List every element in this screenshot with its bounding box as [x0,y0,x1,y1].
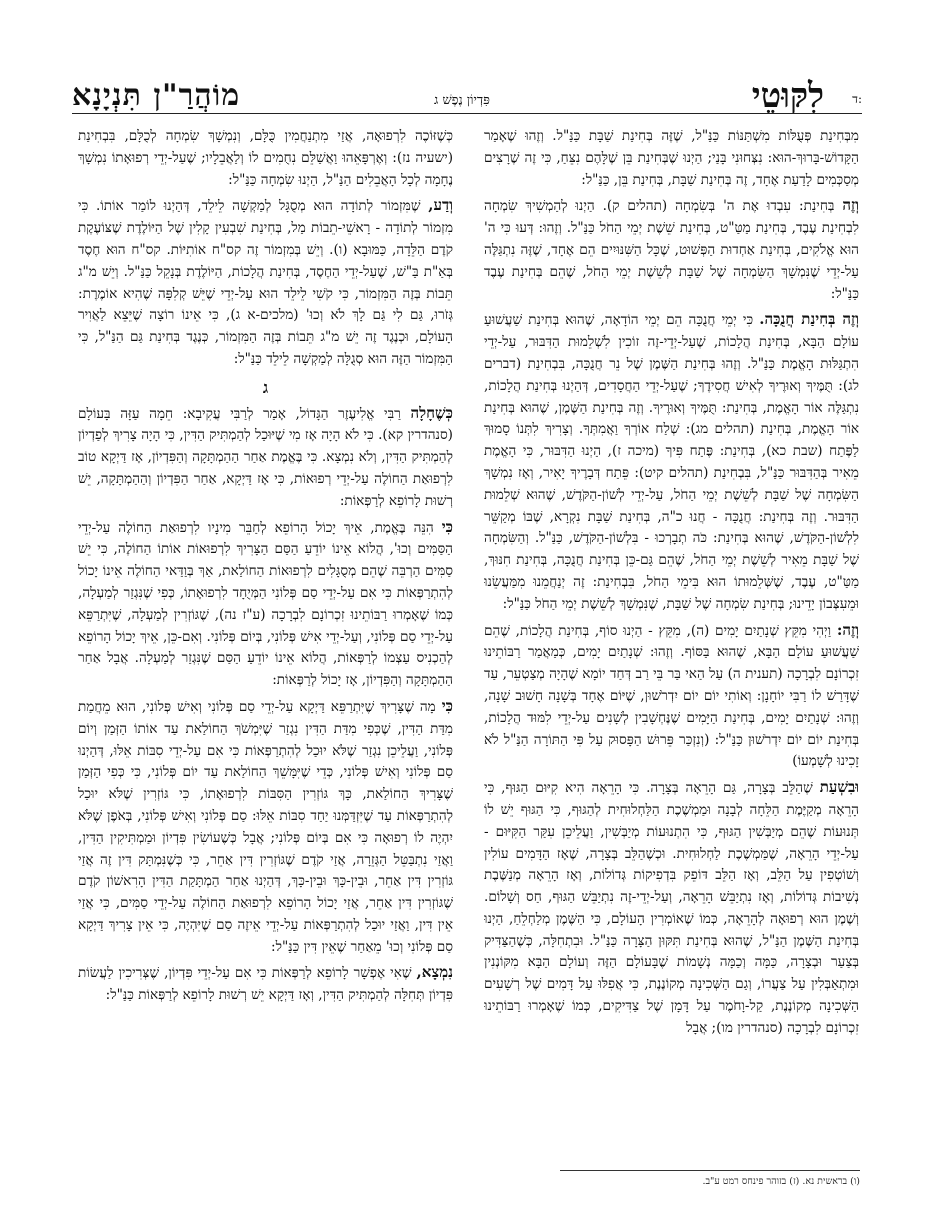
paragraph [484,126,859,191]
paragraph [484,777,859,1040]
paragraph [484,620,859,774]
book-title-left: מוֹהֲרַ"ן תִּנְיָנָא [72,78,241,113]
paragraph-text: שֶׁאִי אֶפְשָׁר לָרוֹפֵא לְרַפְּאוֹת כִּי אִם עַל-יְדֵי פִּדְיוֹן, שֶׁצְּרִיכִין לַעֲשׂוֹת פִּדְיוֹן תְּחִלָּה לְהַמְתִּיק הַדִּין, וְאָז דַּיְקָא יֵשׁ רְשׁוּת לָרוֹפֵא לְרַפְּאוֹת כַּנַּ"ל: [78,965,453,1004]
paragraph-lead-word: כִּי [441,696,453,715]
paragraph-text: וַיְהִי מִקֵּץ שְׁנָתַיִם יָמִים (ה), מִקֵּץ - הַיְנוּ סוֹף, בְּחִינַת הֲלָכוֹת, שֶׁהֵם שַׁעֲשׁוּעַ עוֹלָם הַבָּא, שֶׁהוּא בַּסּוֹף. וְזֶהוּ: שְׁנָתַיִם יָמִים, כְּמַאֲמַר רַבּוֹתֵינוּ זִכְרוֹנָם לִבְרָכָה (תענית ה) עַל הַאי בַּר בֵּי רַב דְּחַד יוֹמָא שֶׁהָיָה מְצַטְעֵר, עַד שֶׁדָּרַשׁ לוֹ רַבִּי יוֹחָנָן: וְאוֹתִי יוֹם יוֹם יִדְרֹשׁוּן, שֶׁיּוֹם אֶחָד בְּשָׁנָה חָשׁוּב שָׁנָה, וְזֶהוּ: שְׁנָתַיִם יָמִים, בְּחִינַת הַיָּמִים שֶׁנֶּחְשָׁבִין לְשָׁנִים עַל-יְדֵי לִמּוּד הֲלָכוֹת, בְּחִינַת יוֹם יוֹם יִדְרֹשׁוּן כַּנַּ"ל: (וְנִזְכַּר פֵּרוּשׁ הַפָּסוּק עַל פִּי הַתּוֹרָה הַנַּ"ל לֹא זָכִינוּ לְשָׁמְעוֹ) [484,622,859,770]
paragraph [78,962,453,1007]
paragraph-lead-word: וְזֶה: [836,620,859,639]
paragraph-text: מִבְּחִינַת פְּעֻלּוֹת מִשְׁתַּנּוֹת כַּנַּ"ל, שֶׁזֶּה בְּחִינַת שַׁבָּת כַּנַּ"ל. וְזֶהוּ שֶׁאָמַר הַקָּדוֹשׁ-בָּרוּךְ-הוּא: נִצְּחוּנִי בָּנַי; הַיְנוּ שֶׁבְּחִינַת בֵּן שֶׁלָּהֶם נִצֵּחַ, כִּי זֶה שֶׁרָצִים מְסַכְּמִים לָדַעַת אֶחָד, זֶה בְּחִינַת שַׁבָּת, בְּחִינַת בֵּן, כַּנַּ"ל: [484,128,859,188]
paragraph [78,195,453,370]
section-number: ג [262,377,269,397]
page-number: ד: [852,92,862,106]
paragraph-lead-word: וְזֶה בְּחִינַת חֲנֻכָּה. [759,310,859,329]
footnote-rule [560,1170,860,1171]
paragraph-lead-word: וְדַע, [428,196,453,215]
paragraph-text: כְּשֶׁזּוֹכֶה לִרְפוּאָה, אֲזַי מִתְנַחֲמִין כֻּלָּם, וְנִמְשָׁךְ שִׂמְחָה לְכֻלָּם, בִּבְחִינַת (ישעיה נז): וְאֶרְפָּאֵהוּ וַאֲשַׁלֵּם נִחֻמִים לוֹ וְלַאֲבֵלָיו; שֶׁעַל-יְדֵי רְפוּאָתוֹ נִמְשָׁךְ נֶחָמָה לְכָל הָאֲבֵלִים הַנַּ"ל, הַיְנוּ שִׂמְחָה כַּנַּ"ל: [78,128,453,188]
paragraph [78,126,453,191]
paragraph [78,696,453,959]
paragraph [78,403,453,513]
right-column [484,126,859,1176]
header-rule [72,113,862,114]
paragraph [78,517,453,692]
section-title: פִּדְיוֹן נֶפֶשׁ ג [434,93,490,108]
paragraph-text: כִּי יְמֵי חֲנֻכָּה הֵם יְמֵי הוֹדָאָה, שֶׁהוּא בְּחִינַת שַׁעֲשׁוּעַ עוֹלָם הַבָּא, בְּחִינַת הֲלָכוֹת, שֶׁעַל-יְדֵי-זֶה זוֹכִין לִשְׁלֵמוּת הַדִּבּוּר, עַל-יְדֵי הִתְגַּלּוּת הָאֱמֶת כַּנַּ"ל. וְזֶהוּ בְּחִינַת הַשֶּׁמֶן שֶׁל נֵר חֲנֻכָּה, בִּבְחִינַת (דברים לג): תֻּמֶּיךָ וְאוּרֶיךָ לְאִישׁ חֲסִידֶךָ; שֶׁעַל-יְדֵי הַחֲסָדִים, דְּהַיְנוּ בְּחִינַת הֲלָכוֹת, נִתְגַּלֶּה אוֹר הָאֱמֶת, בְּחִינַת: תֻּמֶּיךָ וְאוּרֶיךָ. וְזֶה בְּחִינַת הַשֶּׁמֶן, שֶׁהוּא בְּחִינַת אוֹר הָאֱמֶת, בְּחִינַת (תהלים מג): שְׁלַח אוֹרְךָ וַאֲמִתְּךָ. וְצָרִיךְ לִתְּנוֹ סָמוּךְ לַפֶּתַח (שבת כא), בְּחִינַת: פֶּתַח פִּיךָ (מיכה ז), הַיְנוּ הַדִּבּוּר, כִּי הָאֱמֶת מֵאִיר בְּהַדִּבּוּר כַּנַּ"ל, בִּבְחִינַת (תהלים קיט): פֵּתַח דְּבָרֶיךָ יָאִיר, וְאָז נִמְשָׁךְ הַשִּׂמְחָה שֶׁל שַׁבָּת לְשֵׁשֶׁת יְמֵי הַחֹל, עַל-יְדֵי לְשׁוֹן-הַקֹּדֶשׁ, שֶׁהוּא שְׁלֵמוּת הַדִּבּוּר. וְזֶה בְּחִינַת: חֲנֻכָּה - חֲנוּ כ"ה, בְּחִינַת שַׁבָּת נִקְרָא, שֶׁבּוֹ מְקַשֵּׁר לִלְשׁוֹן-הַקֹּדֶשׁ, שֶׁהוּא בְּחִינַת: כֹּה תְבָרְכוּ - בִּלְשׁוֹן-הַקֹּדֶשׁ, כַּנַּ"ל. וְהַשִּׂמְחָה שֶׁל שַׁבָּת מֵאִיר לְשֵׁשֶׁת יְמֵי הַחֹל, שֶׁהֵם גַּם-כֵּן בְּחִינַת חֲנֻכָּה, בְּחִינַת חִנּוּךְ, מַטַּ"ט, עֶבֶד, שֶׁשְּׁלֵמוּתוֹ הוּא בִּימֵי הַחֹל, בִּבְחִינַת: זֶה יְנַחֲמֵנוּ מִמַּעֲשֵׂנוּ וּמֵעִצְּבוֹן יָדֵינוּ; בְּחִינַת שִׂמְחָה שֶׁל שַׁבָּת, שֶׁנִּמְשָׁךְ לְשֵׁשֶׁת יְמֵי הַחֹל כַּנַּ"ל: [484,312,859,612]
paragraph [484,309,859,615]
paragraph-text: שֶׁמִּזְמוֹר לְתוֹדָה הוּא מְסֻגָּל לְמַקְשָׁה לֵילֵד, דְּהַיְנוּ לוֹמַר אוֹתוֹ. כִּי מִזְמוֹר לְתוֹדָה - רָאשֵׁי-תֵבוֹת מַל, בְּחִינַת שִׁבְעִין קָלִין שֶׁל הַיּוֹלֶדֶת שֶׁצּוֹעֶקֶת קֹדֶם הַלֵּדָה, כַּמּוּבָא (ו). וְיֵשׁ בְּמִזְמוֹר זֶה קס"ח אוֹתִיּוֹת. קס"ח הוּא חֶסֶד בְּאַ"ת בַּ"שׁ, שֶׁעַל-יְדֵי הַחֶסֶד, בְּחִינַת הֲלָכוֹת, הַיּוֹלֶדֶת בְּנָקֵל כַּנַּ"ל. וְיֵשׁ מ"ג תֵּבוֹת בְּזֶה הַמִּזְמוֹר, כִּי קֹשִׁי לֵילֵד הוּא עַל-יְדֵי שֶׁיֵּשׁ קְלִפָּה שֶׁהִיא אוֹמֶרֶת: גְּזֹרוּ, גַּם לִי גַּם לָךְ לֹא וְכוּ' (מלכים-א ג), כִּי אֵינוֹ רוֹצָה שֶׁיֵּצֵא לַאֲוִיר הָעוֹלָם, וּכְנֶגֶד זֶה יֵשׁ מ"ג תֵּבוֹת בְּזֶה הַמִּזְמוֹר, כְּנֶגֶד בְּחִינַת גַּם הַנַּ"ל, כִּי הַמִּזְמוֹר הַזֶּה הוּא סְגֻלָּה לְמַקְשָׁה לֵילֵד כַּנַּ"ל: [78,198,453,367]
paragraph-text: בְּחִינַת: עִבְדוּ אֶת ה' בְּשִׂמְחָה (תהלים ק). הַיְנוּ לְהַמְשִׁיךְ שִׂמְחָה לִבְחִינַת עֶבֶד, בְּחִינַת מַטַּ"ט, בְּחִינַת שֵׁשֶׁת יְמֵי הַחֹל כַּנַּ"ל. וְזֶהוּ: דְּעוּ כִּי ה' הוּא אֱלֹקִים, בְּחִינַת אַחְדוּת הַפְּשׁוּט, שֶׁכָּל הַשִּׁנּוּיִים הֵם אֶחָד, שֶׁזֶּה נִתְגַּלֶּה עַל-יְדֵי שֶׁנִּמְשָׁךְ הַשִּׂמְחָה שֶׁל שַׁבָּת לְשֵׁשֶׁת יְמֵי הַחֹל, שֶׁהֵם בְּחִינַת עֶבֶד כַּנַּ"ל: [484,198,859,302]
paragraph-text: שֶׁהַלֵּב בְּצָרָה, גַּם הָרֵאָה בְּצָרָה. כִּי הָרֵאָה הִיא קִיּוּם הַגּוּף, כִּי הָרֵאָה מְקַיֶּמֶת הַלֵּחָה לְבָנָה וּמַמְשֶׁכֶת הַלַּחְלוּחִית לְהַגּוּף, כִּי הַגּוּף יֵשׁ לוֹ תְּנוּעוֹת שֶׁהֵם מְיַבְּשִׁין הַגּוּף, כִּי הִתְנוּעוֹת מְיַבְּשִׁין, וַעֲלֵיכֵן עִקַּר הַקִּיּוּם - עַל-יְדֵי הָרֵאָה, שֶׁמַּמְשֶׁכֶת לַחְלוּחִית. וּכְשֶׁהַלֵּב בְּצָרָה, שֶׁאָז הַדָּמִים עוֹלִין וְשׁוֹטְפִין עַל הַלֵּב, וְאָז הַלֵּב דּוֹפֵק בִּדְפִיקוֹת גְּדוֹלוֹת, וְאָז הָרֵאָה מְנַשֶּׁבֶת נְשִׁיבוֹת גְּדוֹלוֹת, וְאָז נִתְיַבֵּשׁ הָרֵאָה, וְעַל-יְדֵי-זֶה נִתְיַבֵּשׁ הַגּוּף, חַס וְשָׁלוֹם. וְשֶׁמֶן הוּא רְפוּאָה לְהָרֵאָה, כְּמוֹ שֶׁאוֹמְרִין הָעוֹלָם, כִּי הַשֶּׁמֶן מְלַחְלֵחַ, הַיְנוּ בְּחִינַת הַשֶּׁמֶן הַנַּ"ל, שֶׁהוּא בְּחִינַת תִּקּוּן הַצָּרָה כַּנַּ"ל. וּבִתְחִלָּה, כְּשֶׁהַצַּדִּיק בְּצַעַר וּבְצָרָה, כַּמָּה וְכַמָּה נְשָׁמוֹת שֶׁבָּעוֹלָם הַזֶּה וְעוֹלָם הַבָּא מִקּוֹנְנִין וּמִתְאַבְּלִין עַל צַעֲרוֹ, וְגַם הַשְּׁכִינָה מְקוֹנֶנֶת, כִּי אֲפִלּוּ עַל דָּמִים שֶׁל רְשָׁעִים הַשְּׁכִינָה מְקוֹנֶנֶת, קַל-וָחֹמֶר עַל דָּמָן שֶׁל צַדִּיקִים, כְּמוֹ שֶׁאָמְרוּ רַבּוֹתֵינוּ זִכְרוֹנָם לִבְרָכָה (סנהדרין מו); אֲבָל [484,780,859,1036]
footnote: (ו) בראשית נא. (ז) בזוהר פינחס רמט ע"ב. [702,1176,860,1187]
paragraph-text: מָה שֶׁצָּרִיךְ שֶׁיִּתְרַפֵּא דַּיְקָא עַל-יְדֵי סַם פְּלוֹנִי וְאִישׁ פְּלוֹנִי, הוּא מֵחֲמַת מִדַּת הַדִּין, שֶׁכְּפִי מִדַּת הַדִּין נִגְזַר שֶׁיִּמְשֹׁךְ הַחוֹלַאת עַד אוֹתוֹ הַזְּמַן וְיוֹם פְּלוֹנִי, וַעֲלֵיכֵן נִגְזַר שֶׁלֹּא יוּכַל לְהִתְרַפְּאוֹת כִּי אִם עַל-יְדֵי סִבּוֹת אֵלּוּ, דְּהַיְנוּ סַם פְּלוֹנִי וְאִישׁ פְּלוֹנִי, כְּדֵי שֶׁיִּמָּשֵׁךְ הַחוֹלַאת עַד יוֹם פְּלוֹנִי, כִּי כְּפִי הַזְּמַן שֶׁצָּרִיךְ הַחוֹלַאת, כָּךְ גּוֹזְרִין הַסִּבּוֹת לִרְפוּאָתוֹ, כִּי גּוֹזְרִין שֶׁלֹּא יוּכַל לְהִתְרַפְּאוֹת עַד שֶׁיִּזְדַּמְּנוּ יַחַד סִבּוֹת אֵלּוּ: סַם פְּלוֹנִי וְאִישׁ פְּלוֹנִי, בְּאֹפֶן שֶׁלֹּא יִהְיֶה לוֹ רְפוּאָה כִּי אִם בְּיוֹם פְּלוֹנִי; אֲבָל כְּשֶׁעוֹשִׂין פִּדְיוֹן וּמַמְתִּיקִין הַדִּין, וַאֲזַי נִתְבַּטֵּל הַגְּזֵרָה, אֲזַי קֹדֶם שֶׁגּוֹזְרִין דִּין אַחֵר, כִּי כְּשֶׁנִּמְתָּק דִּין זֶה אֲזַי גּוֹזְרִין דִּין אַחֵר, וּבֵין-כָּךְ וּבֵין-כָּךְ, דְּהַיְנוּ אַחַר הַמְתָּקַת הַדִּין הָרִאשׁוֹן קֹדֶם שֶׁגּוֹזְרִין דִּין אַחֵר, אֲזַי יָכוֹל הָרוֹפֵא לִרְפוּאַת הַחוֹלֶה עַל-יְדֵי סַמִּים, כִּי אֲזַי אֵין דִּין, וַאֲזַי יוּכַל לְהִתְרַפְּאוֹת עַל-יְדֵי אֵיזֶה סַם שֶׁיִּהְיֶה, כִּי אֵין צָרִיךְ דַּיְקָא סַם פְּלוֹנִי וְכוּ' מֵאַחַר שֶׁאֵין דִּין כַּנַּ"ל: [78,698,453,955]
book-title-right: לִקּוּטֵי [751,76,824,116]
paragraph-lead-word: כִּי [441,517,453,536]
paragraph-lead-word: נִמְצָא, [416,963,453,982]
left-column [78,126,453,1176]
paragraph-lead-word: וּבִשְׁעַת [819,778,859,797]
paragraph-lead-word: כְּשֶׁחָלָה [410,403,453,422]
paragraph-lead-word: וְזֶה [842,196,859,215]
paragraph-text: רַבִּי אֱלִיעֶזֶר הַגָּדוֹל, אָמַר לְרַבִּי עֲקִיבָא: חֵמָה עַזָּה בָּעוֹלָם (סנהדרין קא). כִּי לֹא הָיָה אָז מִי שֶׁיּוּכַל לְהַמְתִּיק הַדִּין, כִּי הָיָה צָרִיךְ לְפַדְיוֹן לְהַמְתִּיק הַדִּין, וְלֹא נִמְצָא. כִּי בֶּאֱמֶת אַחַר הַהַמְתָּקָה וְהַפִּדְיוֹן, אָז דַּיְקָא טוֹב לִרְפוּאַת הַחוֹלֶה עַל-יְדֵי רְפוּאוֹת, כִּי אָז דַּיְקָא, אַחַר הַפִּדְיוֹן וְהַהַמְתָּקָה, יֵשׁ רְשׁוּת לָרוֹפֵא לְרַפְּאוֹת: [78,405,453,509]
paragraph [484,195,859,305]
paragraph-text: הִנֵּה בֶּאֱמֶת, אֵיךְ יָכוֹל הָרוֹפֵא לְחַבֵּר מִינָיו לִרְפוּאַת הַחוֹלֶה עַל-יְדֵי הַסַּמִּים וְכוּ', הֲלוֹא אֵינוֹ יוֹדֵעַ הַסַּם הַצָּרִיךְ לִרְפוּאוֹת אוֹתוֹ הַחוֹלֶה, כִּי יֵשׁ סַמִּים הַרְבֵּה שֶׁהֵם מְסֻגָּלִים לִרְפוּאוֹת הַחוֹלַאת, אַךְ בְּוַדַּאי הַחוֹלֶה אֵינוֹ יָכוֹל לְהִתְרַפְּאוֹת כִּי אִם עַל-יְדֵי סַם פְּלוֹנִי הַמְּיֻחָד לִרְפוּאָתוֹ, כְּפִי שֶׁנִּגְזַר לְמַעְלָה, כְּמוֹ שֶׁאָמְרוּ רַבּוֹתֵינוּ זִכְרוֹנָם לִבְרָכָה (ע"ז נה), שֶׁגּוֹזְרִין לְמַעְלָה, שֶׁיִּתְרַפֵּא עַל-יְדֵי סַם פְּלוֹנִי, וְעַל-יְדֵי אִישׁ פְּלוֹנִי, בְּיוֹם פְּלוֹנִי. וְאִם-כֵּן, אֵיךְ יָכוֹל הָרוֹפֵא לְהַכְנִיס עַצְמוֹ לְרַפְּאוֹת, הֲלוֹא אֵינוֹ יוֹדֵעַ הַסַּם שֶׁנִּגְזַר לְמַעְלָה. אֲבָל אַחַר הַהַמְתָּקָה וְהַפִּדְיוֹן, אָז יָכוֹל לְרַפְּאוֹת: [78,519,453,689]
